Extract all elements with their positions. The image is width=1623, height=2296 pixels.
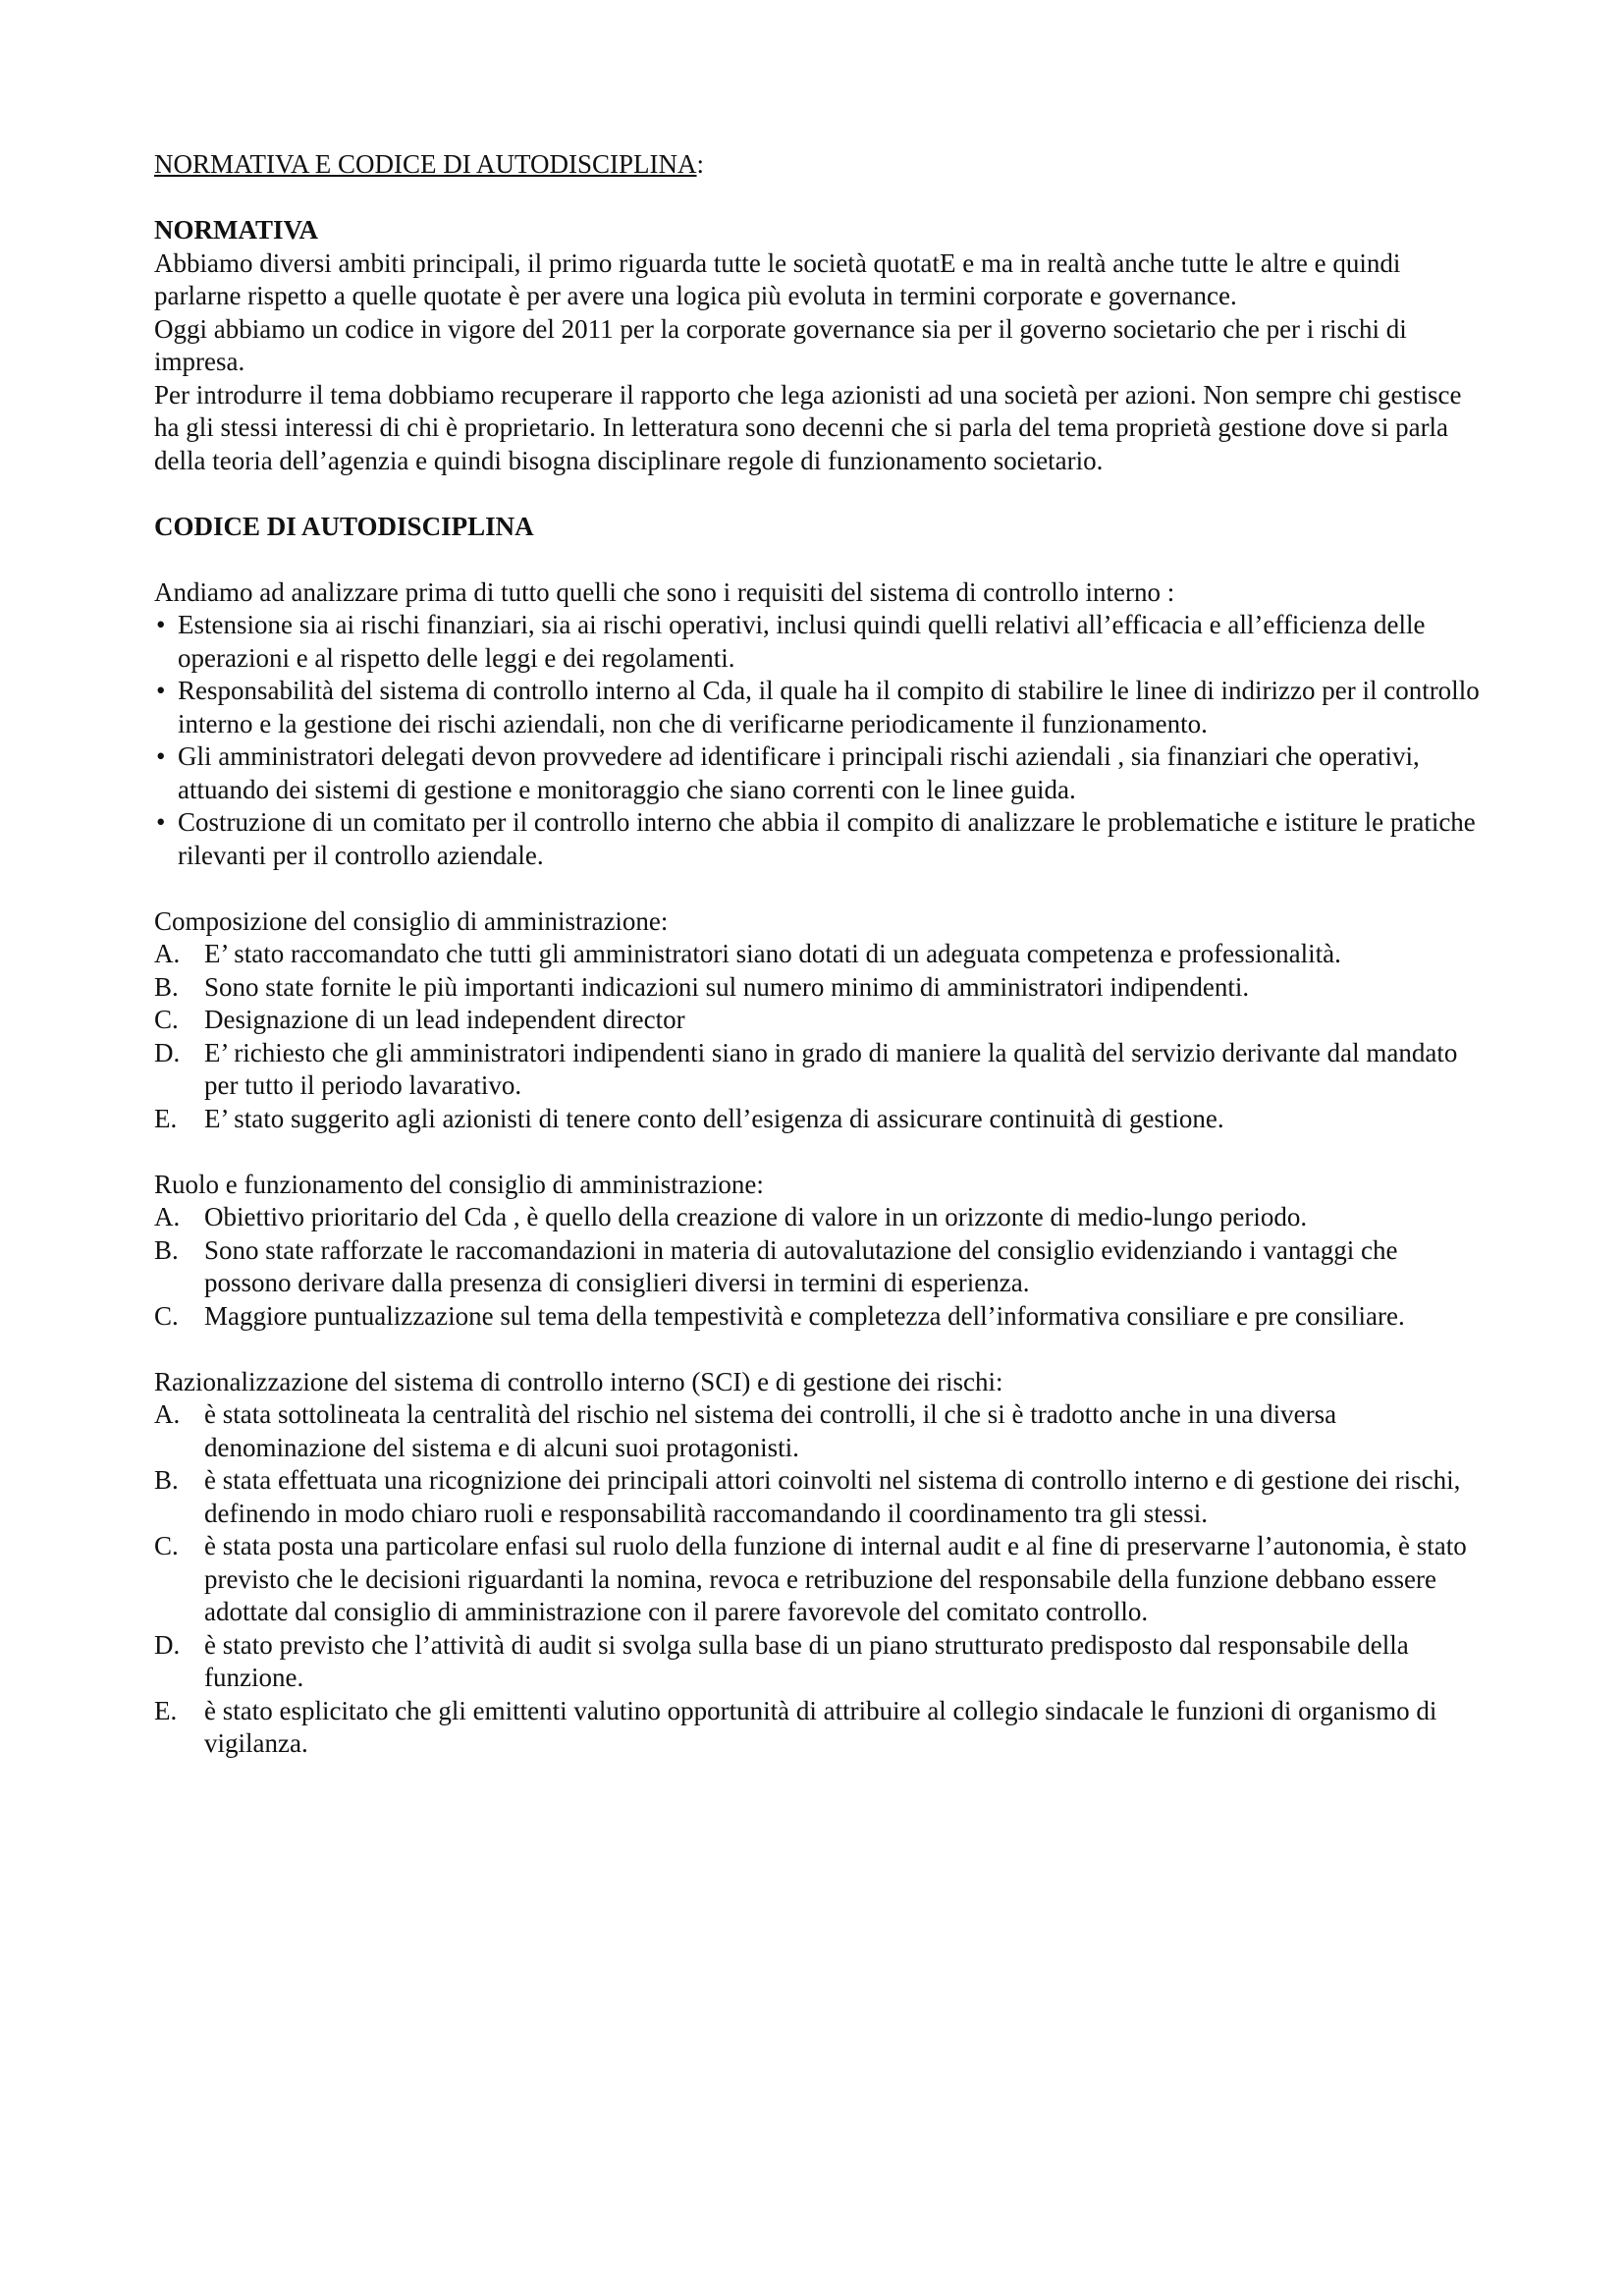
document-title: NORMATIVA E CODICE DI AUTODISCIPLINA:	[154, 149, 705, 179]
list-item: C. è stata posta una particolare enfasi sul ruolo della funzione di internal audit e al fine di preservarne l’autonomia, è stato previsto che le decisioni riguardanti la nomina, revoca e retribuzione del responsabile della funzione debbano essere adottate dal consiglio di amministrazione con il parere favorevole del comitato controllo.	[154, 1531, 1467, 1626]
codice-heading: CODICE DI AUTODISCIPLINA	[154, 511, 534, 541]
normativa-paragraph: Per introdurre il tema dobbiamo recuperare il rapporto che lega azionisti ad una società per azioni. Non sempre chi gestisce ha gli stessi interessi di chi è proprietario. In letteratura sono decenni che si parla del tema proprietà gestione dove si parla della teoria dell’agenzia e quindi bisogna disciplinare regole di funzionamento societario.	[154, 379, 1462, 475]
list-item: D. E’ richiesto che gli amministratori indipendenti siano in grado di maniere la qualità del servizio derivante dal mandato per tutto il periodo lavarativo.	[154, 1037, 1458, 1100]
list-item: A. Obiettivo prioritario del Cda , è quello della creazione di valore in un orizzonte di medio-lungo periodo.	[154, 1202, 1308, 1231]
bullet-icon: •	[156, 807, 166, 837]
list-item: B. Sono state fornite le più importanti indicazioni sul numero minimo di amministratori indipendenti.	[154, 971, 1250, 1002]
normativa-heading: NORMATIVA	[154, 215, 319, 245]
list-item: C. Maggiore puntualizzazione sul tema della tempestività e completezza dell’informativa consiliare e pre consiliare.	[154, 1300, 1405, 1331]
list-item: B. è stata effettuata una ricognizione dei principali attori coinvolti nel sistema di controllo interno e di gestione dei rischi, definendo in modo chiaro ruoli e responsabilità raccomandando il coordinamento tra gli stessi.	[154, 1465, 1461, 1528]
normativa-paragraph: Oggi abbiamo un codice in vigore del 2011 per la corporate governance sia per il governo societario che per i rischi di impresa.	[154, 313, 1407, 376]
list-item: E. è stato esplicitato che gli emittenti valutino opportunità di attribuire al collegio sindacale le funzioni di organismo di vigilanza.	[154, 1695, 1437, 1758]
composizione-heading: Composizione del consiglio di amministrazione:	[154, 905, 669, 936]
ruolo-list	[154, 1201, 1489, 1333]
razionalizzazione-heading: Razionalizzazione del sistema di controllo interno (SCI) e di gestione dei rischi:	[154, 1366, 1003, 1396]
list-item: • Costruzione di un comitato per il controllo interno che abbia il compito di analizzare le problematiche e istiture le pratiche rilevanti per il controllo aziendale.	[156, 807, 1476, 870]
list-item: C. Designazione di un lead independent director	[154, 1005, 685, 1034]
list-item: A. è stata sottolineata la centralità del rischio nel sistema dei controlli, il che si è tradotto anche in una diversa denominazione del sistema e di alcuni suoi protagonisti.	[154, 1399, 1337, 1462]
list-item: E. E’ stato suggerito agli azionisti di tenere conto dell’esigenza di assicurare continuità di gestione.	[154, 1103, 1224, 1133]
bullet-icon: •	[156, 741, 166, 771]
bullet-icon: •	[156, 610, 166, 639]
codice-intro: Andiamo ad analizzare prima di tutto quelli che sono i requisiti del sistema di controllo interno :	[154, 576, 1175, 607]
composizione-list	[154, 938, 1489, 1135]
list-item: A. E’ stato raccomandato che tutti gli amministratori siano dotati di un adeguata competenza e professionalità.	[154, 939, 1341, 968]
normativa-paragraph: Abbiamo diversi ambiti principali, il primo riguarda tutte le società quotatE e ma in realtà anche tutte le altre e quindi parlarne rispetto a quelle quotate è per avere una logica più evoluta in termini corporate e governance.	[154, 247, 1401, 310]
list-item: • Gli amministratori delegati devon provvedere ad identificare i principali rischi aziendali , sia finanziari che operativi, attuando dei sistemi di gestione e monitoraggio che siano correnti con le linee guida.	[156, 741, 1420, 804]
bullet-icon: •	[156, 676, 166, 705]
list-item: D. è stato previsto che l’attività di audit si svolga sulla base di un piano strutturato predisposto dal responsabile della funzione.	[154, 1629, 1409, 1692]
list-item: • Estensione sia ai rischi finanziari, sia ai rischi operativi, inclusi quindi quelli relativi all’efficacia e all’efficienza delle operazioni e al rispetto delle leggi e dei regolamenti.	[156, 610, 1426, 673]
list-item: • Responsabilità del sistema di controllo interno al Cda, il quale ha il compito di stabilire le linee di indirizzo per il controllo interno e la gestione dei rischi aziendali, non che di verificarne periodicamente il funzionamento.	[156, 676, 1480, 738]
document-page	[154, 148, 1489, 1761]
ruolo-heading: Ruolo e funzionamento del consiglio di amministrazione:	[154, 1169, 764, 1199]
requisiti-list	[154, 609, 1489, 872]
razionalizzazione-list	[154, 1398, 1489, 1761]
list-item: B. Sono state rafforzate le raccomandazioni in materia di autovalutazione del consiglio evidenziando i vantaggi che possono derivare dalla presenza di consiglieri diversi in termini di esperienza.	[154, 1234, 1398, 1297]
